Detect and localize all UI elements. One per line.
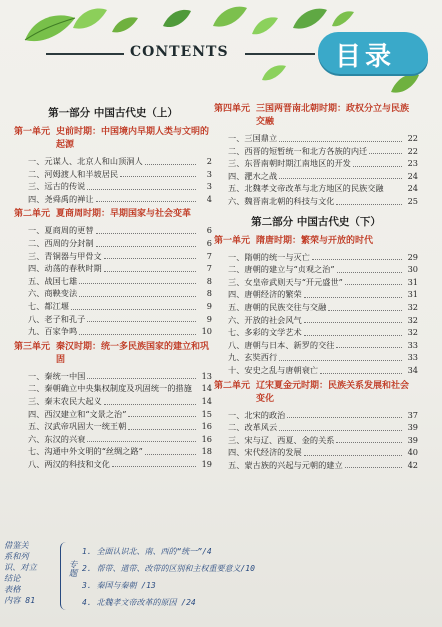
toc-entry-page: 19 bbox=[201, 458, 212, 469]
toc-entry[interactable] bbox=[14, 313, 212, 326]
toc-entry-page: 22 bbox=[407, 133, 418, 143]
toc-entry-label: 六、商鞅变法 bbox=[28, 288, 78, 299]
margin-note-line: 系和列 bbox=[4, 551, 29, 561]
toc-entry-page: 8 bbox=[206, 288, 212, 299]
bracket-label: 专题 bbox=[67, 560, 77, 577]
toc-entry-page: 7 bbox=[206, 250, 212, 261]
toc-entry-label: 五、北魏孝文帝改革与北方地区的民族交融 bbox=[228, 183, 384, 194]
toc-entry-label: 四、唐朝经济的繁荣 bbox=[228, 289, 302, 300]
toc-entry[interactable] bbox=[214, 276, 418, 289]
dot-leader bbox=[345, 284, 402, 285]
unit-heading bbox=[214, 235, 418, 248]
toc-entry[interactable] bbox=[214, 170, 418, 183]
toc-entry[interactable] bbox=[214, 288, 418, 301]
toc-entry[interactable] bbox=[214, 182, 418, 195]
handwritten-margin-notes bbox=[4, 540, 52, 606]
dot-leader bbox=[96, 246, 196, 247]
unit-title: 秦汉时期：统一多民族国家的建立和巩固 bbox=[56, 341, 210, 365]
dot-leader bbox=[279, 430, 402, 431]
toc-entry[interactable] bbox=[14, 224, 212, 237]
toc-entry[interactable] bbox=[14, 395, 212, 408]
margin-note-line: 识、对立 bbox=[4, 562, 37, 572]
dot-leader bbox=[279, 141, 402, 142]
part-title: 第二部分 中国古代史（下） bbox=[251, 215, 381, 228]
toc-item-list bbox=[214, 251, 418, 377]
toc-entry-page: 25 bbox=[407, 195, 418, 206]
toc-entry[interactable] bbox=[214, 145, 418, 158]
toc-entry-label: 二、西周的分封制 bbox=[28, 237, 94, 248]
leaf-icon bbox=[388, 70, 422, 98]
unit-number: 第一单元 bbox=[14, 127, 51, 137]
toc-entry-label: 三、女皇帝武则天与“开元盛世” bbox=[228, 276, 343, 287]
toc-entry[interactable] bbox=[14, 193, 212, 206]
toc-entry-label: 一、北宋的政治 bbox=[228, 409, 286, 420]
unit-title: 史前时期：中国境内早期人类与文明的起源 bbox=[56, 127, 210, 150]
margin-note-line: 表格 bbox=[4, 584, 21, 594]
toc-entry[interactable] bbox=[214, 409, 418, 422]
toc-entry-label: 十、安史之乱与唐朝衰亡 bbox=[228, 364, 319, 375]
toc-entry-page: 37 bbox=[407, 409, 418, 420]
toc-entry-page: 4 bbox=[206, 193, 212, 204]
toc-entry-page: 7 bbox=[206, 263, 212, 274]
toc-entry-page: 9 bbox=[206, 300, 212, 311]
toc-entry-label: 二、唐朝的建立与“贞观之治” bbox=[228, 264, 335, 275]
toc-entry-page: 24 bbox=[407, 170, 418, 181]
toc-entry[interactable] bbox=[14, 433, 212, 446]
toc-entry[interactable] bbox=[214, 459, 418, 472]
dot-leader bbox=[312, 259, 402, 260]
toc-entry-page: 40 bbox=[407, 447, 418, 458]
toc-entry-label: 五、战国七雄 bbox=[28, 275, 78, 286]
header bbox=[0, 0, 442, 100]
toc-entry-label: 六、魏晋南北朝的科技与文化 bbox=[228, 195, 335, 206]
dot-leader bbox=[336, 204, 402, 205]
toc-entry-page: 3 bbox=[206, 181, 212, 192]
unit-title: 隋唐时期：繁荣与开放的时代 bbox=[256, 235, 374, 246]
dot-leader bbox=[353, 166, 402, 167]
toc-entry-page: 10 bbox=[201, 326, 212, 337]
toc-entry-label: 二、河姆渡人和半坡居民 bbox=[28, 168, 119, 179]
dot-leader bbox=[96, 201, 196, 202]
dot-leader bbox=[79, 283, 196, 284]
unit-number: 第二单元 bbox=[14, 209, 51, 220]
toc-entry-label: 九、百家争鸣 bbox=[28, 326, 78, 337]
toc-entry-label: 四、西汉建立和“文景之治” bbox=[28, 408, 127, 419]
right-column bbox=[214, 103, 418, 471]
dot-leader bbox=[279, 178, 402, 179]
dot-leader bbox=[369, 153, 402, 154]
toc-entry[interactable] bbox=[14, 250, 212, 263]
unit-heading bbox=[14, 126, 212, 152]
toc-entry[interactable] bbox=[14, 275, 212, 288]
margin-note-line: 内容 81 bbox=[4, 595, 36, 605]
unit-heading bbox=[214, 103, 418, 129]
toc-entry-label: 三、东晋南朝时期江南地区的开发 bbox=[228, 158, 351, 169]
dot-leader bbox=[304, 297, 402, 298]
toc-entry-label: 五、唐朝的民族交往与交融 bbox=[228, 301, 327, 312]
dot-leader bbox=[87, 321, 196, 322]
toc-entry-label: 八、老子和孔子 bbox=[28, 313, 86, 324]
toc-entry-label: 六、开放的社会风气 bbox=[228, 314, 302, 325]
toc-entry-label: 二、秦朝确立中央集权制度及巩固统一的措施 bbox=[28, 383, 192, 394]
toc-item-list bbox=[14, 224, 212, 337]
dot-leader bbox=[112, 466, 196, 467]
unit-number: 第一单元 bbox=[214, 235, 251, 246]
toc-entry[interactable] bbox=[214, 251, 418, 264]
dot-leader bbox=[87, 441, 196, 442]
toc-entry[interactable] bbox=[14, 155, 212, 168]
unit-heading bbox=[214, 380, 418, 406]
dot-leader bbox=[79, 296, 196, 297]
dot-leader bbox=[145, 164, 196, 165]
toc-entry-label: 一、秦统一中国 bbox=[28, 370, 86, 381]
toc-entry[interactable] bbox=[14, 458, 212, 471]
dot-leader bbox=[145, 454, 196, 455]
toc-entry[interactable] bbox=[214, 263, 418, 276]
toc-item-list bbox=[14, 155, 212, 205]
dot-leader bbox=[320, 373, 402, 374]
part-title: 第一部分 中国古代史（上） bbox=[48, 107, 178, 119]
margin-note-line: 借鉴关 bbox=[4, 540, 29, 550]
toc-entry-label: 四、淝水之战 bbox=[228, 170, 278, 181]
toc-entry-page: 23 bbox=[407, 158, 418, 169]
dot-leader bbox=[304, 335, 402, 336]
dot-leader bbox=[336, 442, 402, 443]
toc-entry[interactable] bbox=[14, 180, 212, 193]
toc-entry-page: 22 bbox=[407, 145, 418, 156]
toc-entry-page: 29 bbox=[407, 251, 418, 262]
toc-entry-label: 七、沟通中外文明的“丝绸之路” bbox=[28, 446, 143, 457]
toc-entry[interactable] bbox=[14, 237, 212, 250]
dot-leader bbox=[128, 429, 196, 430]
leaf-icon bbox=[160, 6, 194, 32]
page-title: 目录 bbox=[335, 42, 396, 72]
toc-entry-label: 四、宋代经济的发展 bbox=[228, 447, 302, 458]
unit-heading bbox=[14, 208, 212, 221]
toc-entry[interactable] bbox=[14, 262, 212, 275]
toc-entry-label: 二、西晋的短暂统一和北方各族的内迁 bbox=[228, 145, 368, 156]
toc-entry-page: 33 bbox=[407, 339, 418, 350]
handwritten-note: 1. 全面认识北、南、西的“统一”/4 bbox=[82, 547, 212, 556]
dot-leader bbox=[287, 417, 402, 418]
leaf-icon bbox=[70, 4, 110, 34]
toc-entry-page: 32 bbox=[407, 301, 418, 312]
toc-entry-label: 二、改革风云 bbox=[228, 422, 278, 433]
unit-title: 辽宋夏金元时期：民族关系发展和社会变化 bbox=[256, 380, 410, 404]
toc-item-list bbox=[14, 370, 212, 471]
toc-entry-page: 8 bbox=[206, 275, 212, 286]
toc-entry-page: 34 bbox=[407, 364, 418, 375]
toc-item-list bbox=[214, 409, 418, 472]
toc-entry[interactable] bbox=[214, 421, 418, 434]
dot-leader bbox=[96, 233, 196, 234]
margin-note-line: 结论 bbox=[4, 573, 21, 583]
toc-entry-label: 四、尧舜禹的禅让 bbox=[28, 193, 94, 204]
dot-leader bbox=[304, 322, 402, 323]
toc-entry-label: 一、三国鼎立 bbox=[228, 133, 278, 143]
handwritten-note: 2. 帮带、道带、改带的区别和主权重要意义/10 bbox=[82, 564, 255, 573]
toc-entry-page: 32 bbox=[407, 327, 418, 338]
unit-number: 第三单元 bbox=[14, 341, 51, 352]
toc-entry[interactable] bbox=[14, 325, 212, 338]
handwritten-note: 4. 北魏孝文帝改革的原因 /24 bbox=[82, 598, 196, 607]
dot-leader bbox=[279, 360, 402, 361]
dot-leader bbox=[337, 272, 402, 273]
toc-entry[interactable] bbox=[214, 339, 418, 352]
toc-entry-label: 七、都江堰 bbox=[28, 300, 69, 311]
toc-entry-page: 14 bbox=[201, 383, 212, 394]
dot-leader bbox=[128, 416, 196, 417]
toc-entry-page: 31 bbox=[407, 276, 418, 287]
toc-entry[interactable] bbox=[214, 326, 418, 339]
toc-entry[interactable] bbox=[14, 420, 212, 433]
toc-entry[interactable] bbox=[14, 168, 212, 181]
dot-leader bbox=[328, 310, 402, 311]
toc-entry[interactable] bbox=[214, 301, 418, 314]
toc-entry-label: 三、秦末农民大起义 bbox=[28, 395, 102, 406]
dot-leader bbox=[79, 334, 196, 335]
toc-entry-label: 三、宋与辽、西夏、金的关系 bbox=[228, 434, 335, 445]
toc-entry[interactable] bbox=[214, 446, 418, 459]
leaf-icon bbox=[210, 2, 250, 32]
toc-entry-page: 9 bbox=[206, 313, 212, 324]
contents-label: CONTENTS bbox=[130, 44, 229, 60]
unit-number: 第四单元 bbox=[214, 104, 251, 114]
header-rule-right bbox=[245, 53, 315, 55]
toc-entry[interactable] bbox=[214, 132, 418, 145]
toc-entry-page: 6 bbox=[206, 237, 212, 248]
header-rule-left bbox=[46, 53, 124, 55]
toc-entry-page: 6 bbox=[206, 225, 212, 236]
toc-entry-page: 31 bbox=[407, 289, 418, 300]
toc-entry-page: 42 bbox=[407, 459, 418, 470]
unit-title: 夏商周时期：早期国家与社会变革 bbox=[56, 209, 192, 220]
dot-leader bbox=[104, 404, 196, 405]
dot-leader bbox=[104, 271, 196, 272]
toc-entry[interactable] bbox=[214, 314, 418, 327]
leaf-icon bbox=[250, 14, 280, 38]
toc-entry-label: 五、蒙古族的兴起与元朝的建立 bbox=[228, 459, 343, 470]
dot-leader bbox=[120, 176, 196, 177]
toc-entry-page: 18 bbox=[201, 446, 212, 457]
toc-entry-label: 一、夏商周的更替 bbox=[28, 225, 94, 236]
toc-entry-label: 五、汉武帝巩固大一统王朝 bbox=[28, 421, 127, 432]
toc-entry[interactable] bbox=[214, 434, 418, 447]
toc-entry-page: 33 bbox=[407, 352, 418, 363]
toc-entry-label: 八、唐朝与日本、新罗的交往 bbox=[228, 339, 335, 350]
dot-leader bbox=[87, 378, 196, 379]
leaf-icon bbox=[330, 8, 356, 30]
toc-entry-label: 六、东汉的兴衰 bbox=[28, 433, 86, 444]
toc-entry-page: 14 bbox=[201, 395, 212, 406]
toc-entry[interactable] bbox=[214, 157, 418, 170]
toc-entry-page: 39 bbox=[407, 434, 418, 445]
toc-entry-label: 九、玄奘西行 bbox=[228, 352, 278, 363]
toc-entry-label: 一、隋朝的统一与灭亡 bbox=[228, 251, 310, 262]
toc-entry-page: 39 bbox=[407, 422, 418, 433]
toc-entry[interactable] bbox=[214, 351, 418, 364]
dot-leader bbox=[304, 455, 402, 456]
toc-entry-label: 三、远古的传说 bbox=[28, 181, 86, 192]
leaf-icon bbox=[110, 14, 140, 36]
toc-entry-page: 3 bbox=[206, 168, 212, 179]
unit-heading bbox=[14, 341, 212, 367]
toc-entry-page: 13 bbox=[201, 370, 212, 381]
toc-entry-label: 四、动荡的春秋时期 bbox=[28, 263, 102, 274]
toc-item-list bbox=[214, 132, 418, 208]
toc-entry-page: 16 bbox=[201, 421, 212, 432]
dot-leader bbox=[104, 258, 196, 259]
toc-entry-label: 三、青铜器与甲骨文 bbox=[28, 250, 102, 261]
toc-entry-page: 15 bbox=[201, 408, 212, 419]
toc-entry-page: 16 bbox=[201, 433, 212, 444]
toc-entry[interactable] bbox=[14, 287, 212, 300]
unit-title: 三国两晋南北朝时期：政权分立与民族交融 bbox=[256, 104, 410, 127]
toc-entry[interactable] bbox=[14, 408, 212, 421]
toc-entry[interactable] bbox=[214, 195, 418, 208]
toc-entry-label: 一、元谋人、北京人和山顶洞人 bbox=[28, 156, 143, 166]
unit-number: 第二单元 bbox=[214, 380, 251, 391]
toc-entry-page: 32 bbox=[407, 314, 418, 325]
toc-entry[interactable] bbox=[14, 445, 212, 458]
toc-entry[interactable] bbox=[14, 382, 212, 395]
toc-entry[interactable] bbox=[14, 370, 212, 383]
dot-leader bbox=[336, 347, 402, 348]
handwritten-topic-list bbox=[82, 543, 255, 611]
toc-entry[interactable] bbox=[214, 364, 418, 377]
toc-entry[interactable] bbox=[14, 300, 212, 313]
toc-entry-page: 2 bbox=[206, 156, 212, 166]
left-column bbox=[14, 103, 212, 470]
leaf-icon bbox=[290, 4, 330, 34]
dot-leader bbox=[71, 309, 196, 310]
toc-entry-page: 24 bbox=[407, 183, 418, 194]
toc-entry-label: 七、多彩的文学艺术 bbox=[228, 327, 302, 338]
handwritten-note: 3. 秦国与秦朝 /13 bbox=[82, 581, 156, 590]
toc-entry-page: 30 bbox=[407, 264, 418, 275]
leaf-icon bbox=[260, 62, 288, 84]
toc-entry-label: 八、两汉的科技和文化 bbox=[28, 458, 110, 469]
dot-leader bbox=[87, 189, 196, 190]
dot-leader bbox=[345, 467, 402, 468]
